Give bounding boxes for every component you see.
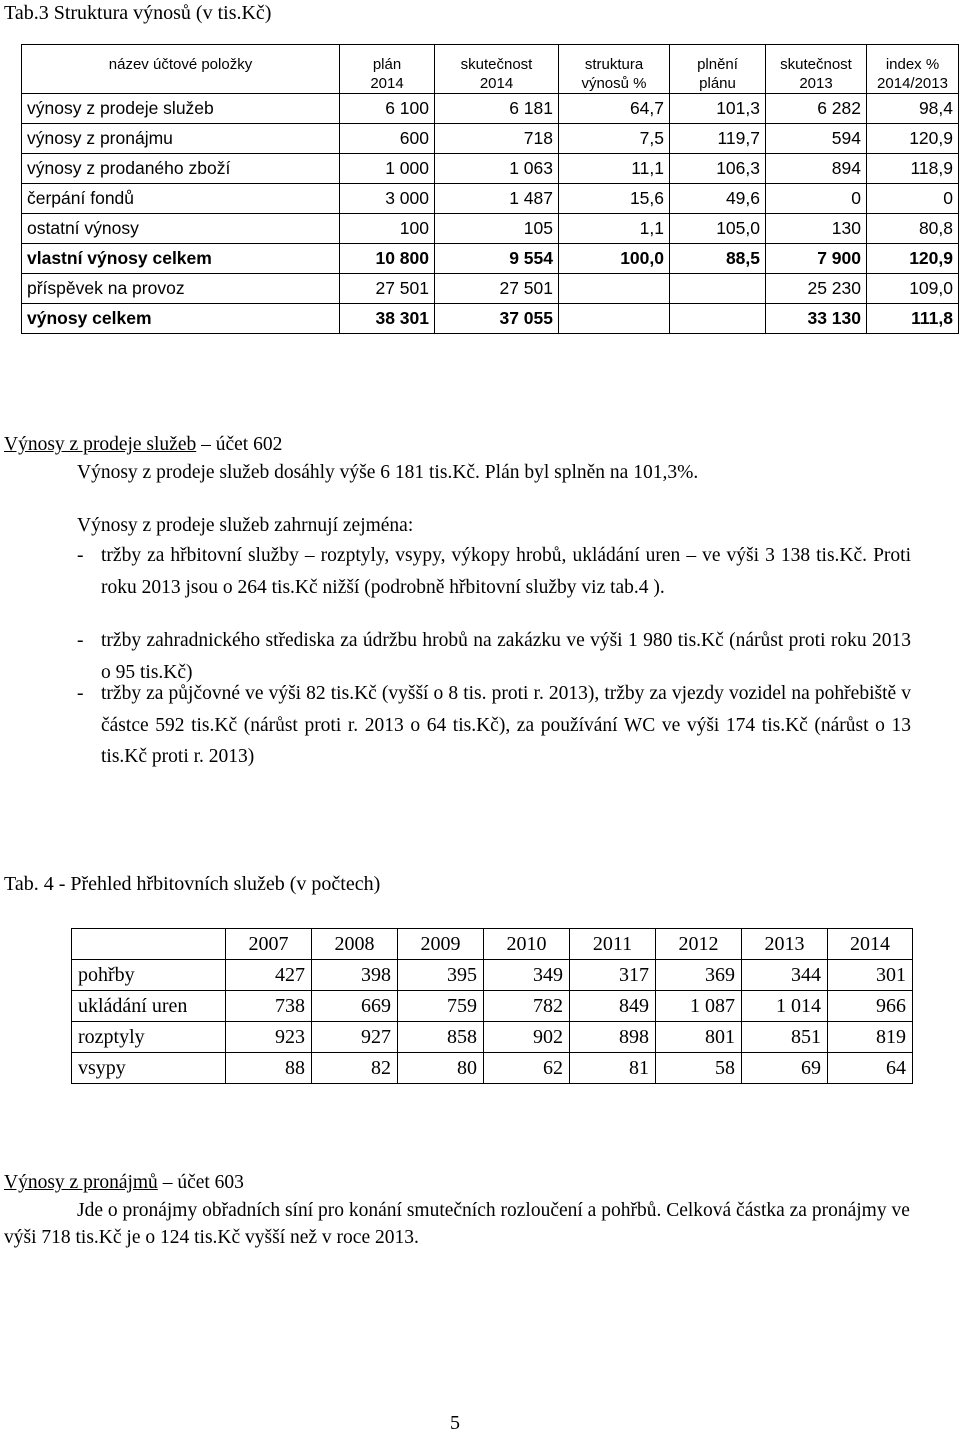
table-cell: 7 900 [766, 244, 867, 274]
table-cell: 349 [484, 960, 570, 991]
year-header: 2007 [226, 929, 312, 960]
table-cell: 69 [742, 1053, 828, 1084]
year-header: 2014 [828, 929, 913, 960]
table-cell: 1 063 [435, 154, 559, 184]
year-header: 2011 [570, 929, 656, 960]
table-cell: 88 [226, 1053, 312, 1084]
table-cell: 119,7 [670, 124, 766, 154]
table-cell: 64,7 [559, 94, 670, 124]
table3-title: Tab.3 Struktura výnosů (v tis.Kč) [4, 2, 272, 24]
table-cell: 64 [828, 1053, 913, 1084]
table-cell: 58 [656, 1053, 742, 1084]
table-cell [559, 274, 670, 304]
row-label: ostatní výnosy [22, 214, 340, 244]
row-label: pohřby [72, 960, 226, 991]
table-cell: 6 100 [340, 94, 435, 124]
table-cell: 849 [570, 991, 656, 1022]
table-cell: 9 554 [435, 244, 559, 274]
table3-revenue-structure [21, 44, 959, 334]
table-cell: 27 501 [435, 274, 559, 304]
table-cell: 427 [226, 960, 312, 991]
section602-intro: Výnosy z prodeje služeb zahrnují zejména: [77, 515, 414, 536]
table-cell: 395 [398, 960, 484, 991]
table-cell: 927 [312, 1022, 398, 1053]
table-row [22, 94, 959, 124]
table3-header-plan: plán 2014 [340, 45, 435, 94]
row-label: příspěvek na provoz [22, 274, 340, 304]
table-row [22, 214, 959, 244]
table-cell: 100,0 [559, 244, 670, 274]
table-cell: 109,0 [867, 274, 959, 304]
table-cell: 101,3 [670, 94, 766, 124]
table-row [22, 184, 959, 214]
table-row [72, 1053, 913, 1084]
table-cell: 11,1 [559, 154, 670, 184]
section602-heading: Výnosy z prodeje služeb – účet 602 [4, 434, 283, 455]
list-item-text: tržby za půjčovné ve výši 82 tis.Kč (vyšší o 8 tis. proti r. 2013), tržby za vjezdy vozidel na pohřebiště v částce 592 tis.Kč (nárůst proti r. 2013 o 64 tis.Kč), za používání WC ve výši 174 tis.Kč (nárůst o 13 tis.Kč proti r. 2013) [101, 683, 911, 767]
table-cell: 82 [312, 1053, 398, 1084]
table-row [22, 154, 959, 184]
table4-title: Tab. 4 - Přehled hřbitovních služeb (v počtech) [4, 873, 381, 895]
table-row [22, 124, 959, 154]
section602-paragraph: Výnosy z prodeje služeb dosáhly výše 6 181 tis.Kč. Plán byl splněn na 101,3%. [77, 462, 699, 483]
table3-header-structure: struktura výnosů % [559, 45, 670, 94]
table-cell: 49,6 [670, 184, 766, 214]
table-cell: 7,5 [559, 124, 670, 154]
table3-header-index: index % 2014/2013 [867, 45, 959, 94]
list-item-text: tržby za hřbitovní služby – rozptyly, vsypy, výkopy hrobů, ukládání uren – ve výši 3 138 tis.Kč. Proti roku 2013 jsou o 264 tis.Kč nižší (podrobně hřbitovní služby viz tab.4 ). [101, 545, 911, 598]
table4-header-row [72, 929, 913, 960]
list-item [77, 678, 911, 773]
table-cell: 120,9 [867, 244, 959, 274]
table4-header-corner [72, 929, 226, 960]
table-cell: 100 [340, 214, 435, 244]
table-cell: 782 [484, 991, 570, 1022]
table-cell [670, 304, 766, 334]
bullet-dash: - [77, 630, 84, 651]
table-cell: 858 [398, 1022, 484, 1053]
row-label: výnosy z prodeje služeb [22, 94, 340, 124]
table-cell: 1 000 [340, 154, 435, 184]
table-cell: 1,1 [559, 214, 670, 244]
table3-header-actual-2014: skutečnost 2014 [435, 45, 559, 94]
row-label: vsypy [72, 1053, 226, 1084]
table-cell: 1 087 [656, 991, 742, 1022]
table-cell: 3 000 [340, 184, 435, 214]
table-cell: 738 [226, 991, 312, 1022]
table-cell: 923 [226, 1022, 312, 1053]
table-cell: 130 [766, 214, 867, 244]
table-cell: 38 301 [340, 304, 435, 334]
table-row [72, 991, 913, 1022]
table-cell: 0 [867, 184, 959, 214]
table-row [22, 244, 959, 274]
table-cell: 1 014 [742, 991, 828, 1022]
row-label: výnosy z prodaného zboží [22, 154, 340, 184]
section603-paragraph: Jde o pronájmy obřadních síní pro konání smutečních rozloučení a pohřbů. Celková částka za pronájmy ve výši 718 tis.Kč je o 124 tis.Kč vyšší než v roce 2013. [4, 1200, 910, 1248]
year-header: 2013 [742, 929, 828, 960]
table3-header-item-name: název účtové položky [22, 45, 340, 94]
year-header: 2008 [312, 929, 398, 960]
table-cell: 120,9 [867, 124, 959, 154]
table-cell: 894 [766, 154, 867, 184]
table-cell: 10 800 [340, 244, 435, 274]
table-cell: 111,8 [867, 304, 959, 334]
table-cell: 81 [570, 1053, 656, 1084]
table3-header-fulfillment: plnění plánu [670, 45, 766, 94]
bullet-dash: - [77, 545, 84, 566]
row-label: výnosy celkem [22, 304, 340, 334]
page-number: 5 [450, 1412, 460, 1434]
table-cell: 62 [484, 1053, 570, 1084]
table-cell: 27 501 [340, 274, 435, 304]
table3-header-actual-2013: skutečnost 2013 [766, 45, 867, 94]
year-header: 2012 [656, 929, 742, 960]
table-cell: 801 [656, 1022, 742, 1053]
table-cell: 851 [742, 1022, 828, 1053]
table-cell: 15,6 [559, 184, 670, 214]
table-row [22, 304, 959, 334]
table-cell [670, 274, 766, 304]
table-cell: 88,5 [670, 244, 766, 274]
table-cell: 25 230 [766, 274, 867, 304]
year-header: 2010 [484, 929, 570, 960]
table-cell: 594 [766, 124, 867, 154]
table-cell: 33 130 [766, 304, 867, 334]
table-row [72, 960, 913, 991]
table-cell: 819 [828, 1022, 913, 1053]
table-cell: 6 181 [435, 94, 559, 124]
row-label: ukládání uren [72, 991, 226, 1022]
year-header: 2009 [398, 929, 484, 960]
table-cell: 80 [398, 1053, 484, 1084]
table-cell: 106,3 [670, 154, 766, 184]
table-cell: 98,4 [867, 94, 959, 124]
bullet-dash: - [77, 683, 84, 704]
table3-header-row [22, 45, 959, 94]
table-cell: 0 [766, 184, 867, 214]
table-cell: 6 282 [766, 94, 867, 124]
table-cell: 398 [312, 960, 398, 991]
list-item-text: tržby zahradnického střediska za údržbu hrobů na zakázku ve výši 1 980 tis.Kč (nárůst proti roku 2013 o 95 tis.Kč) [101, 630, 911, 683]
table-cell: 105,0 [670, 214, 766, 244]
table-cell: 669 [312, 991, 398, 1022]
table-cell: 80,8 [867, 214, 959, 244]
list-item [77, 540, 911, 603]
row-label: vlastní výnosy celkem [22, 244, 340, 274]
table-cell: 37 055 [435, 304, 559, 334]
table-row [22, 274, 959, 304]
table-cell: 301 [828, 960, 913, 991]
table-cell: 966 [828, 991, 913, 1022]
table-cell: 344 [742, 960, 828, 991]
table4-cemetery-services [71, 928, 913, 1084]
section603-heading: Výnosy z pronájmů – účet 603 [4, 1172, 244, 1193]
table-cell: 105 [435, 214, 559, 244]
table-cell [559, 304, 670, 334]
table-cell: 600 [340, 124, 435, 154]
table-cell: 759 [398, 991, 484, 1022]
row-label: čerpání fondů [22, 184, 340, 214]
table-cell: 898 [570, 1022, 656, 1053]
table-cell: 902 [484, 1022, 570, 1053]
table-row [72, 1022, 913, 1053]
row-label: rozptyly [72, 1022, 226, 1053]
table-cell: 317 [570, 960, 656, 991]
table-cell: 369 [656, 960, 742, 991]
row-label: výnosy z pronájmu [22, 124, 340, 154]
table-cell: 1 487 [435, 184, 559, 214]
table-cell: 718 [435, 124, 559, 154]
table-cell: 118,9 [867, 154, 959, 184]
